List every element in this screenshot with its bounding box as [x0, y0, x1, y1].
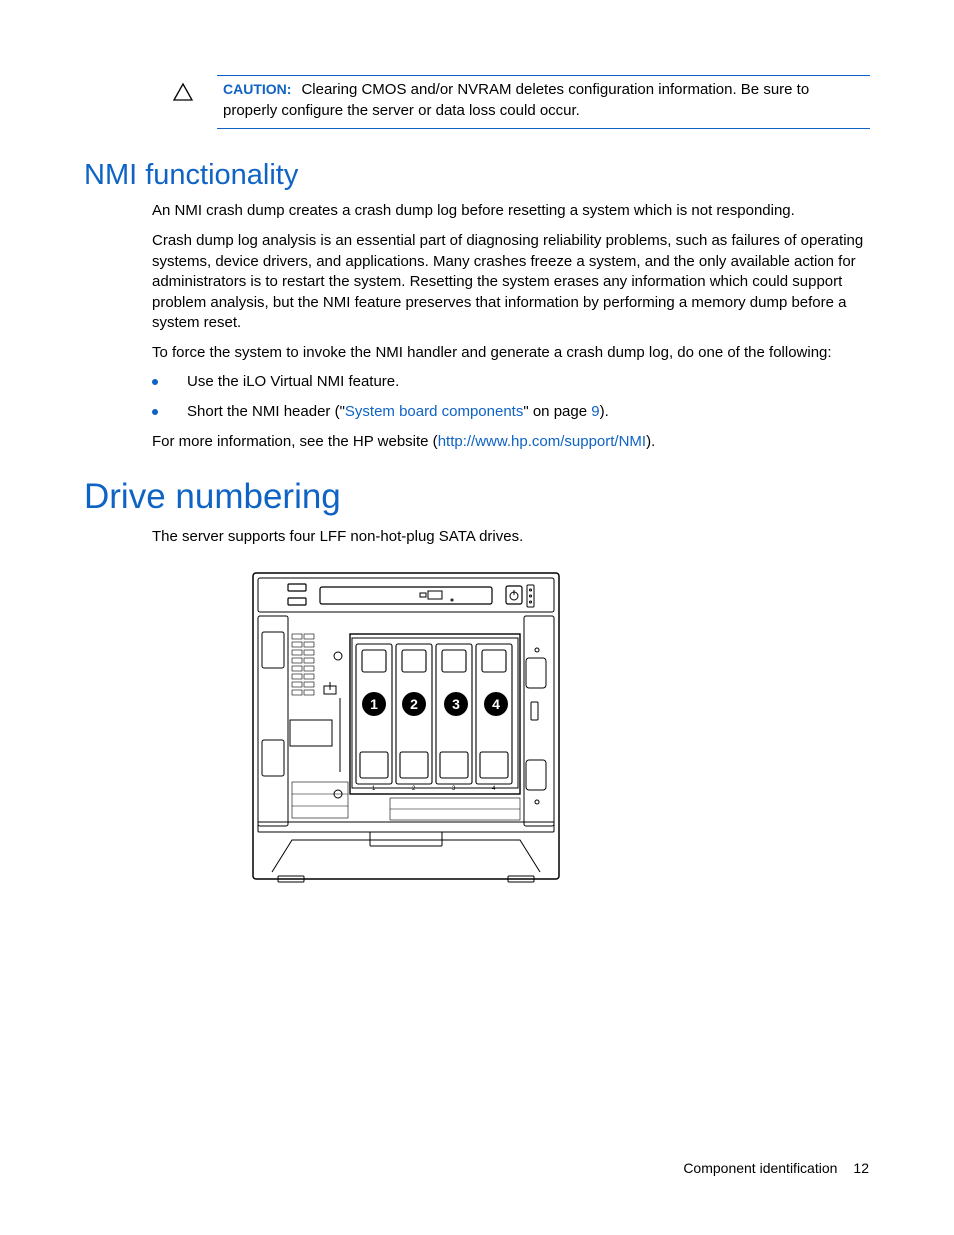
bullet-text-prefix: Short the NMI header (" — [187, 403, 345, 420]
nmi-heading: NMI functionality — [84, 159, 299, 191]
more-info-prefix: For more information, see the HP website ( — [152, 433, 438, 450]
bullet-text — [187, 402, 609, 422]
drive-badge-1: 1 — [362, 692, 386, 716]
more-info-suffix: ). — [646, 433, 656, 450]
caution-icon — [172, 82, 194, 102]
page-9-link[interactable]: 9 — [591, 403, 600, 420]
drive-numbering-heading: Drive numbering — [84, 477, 341, 516]
page-footer — [683, 1158, 869, 1178]
bullet-text: Use the iLO Virtual NMI feature. — [187, 373, 400, 390]
bullet-text-middle: " on page — [523, 403, 592, 420]
caution-message: Clearing CMOS and/or NVRAM deletes configuration information. Be sure to properly configure the server or data loss could occur. — [223, 81, 810, 119]
server-front-diagram — [252, 572, 562, 884]
nmi-paragraph-1: An NMI crash dump creates a crash dump log before resetting a system which is not responding. — [152, 202, 795, 219]
bullet-dot — [152, 409, 158, 415]
drive-badge-4: 4 — [484, 692, 508, 716]
bullet-dot — [152, 379, 158, 385]
drive-paragraph: The server supports four LFF non-hot-plug SATA drives. — [152, 528, 524, 545]
footer-section: Component identification — [683, 1160, 838, 1176]
bay-label-4: 4 — [492, 786, 496, 792]
footer-page-number: 12 — [853, 1160, 869, 1176]
bay-label-2: 2 — [412, 786, 416, 792]
system-board-components-link[interactable]: System board components — [344, 403, 524, 420]
caution-text — [223, 79, 863, 121]
nmi-paragraph-3: To force the system to invoke the NMI handler and generate a crash dump log, do one of the following: — [152, 344, 832, 361]
more-info-paragraph — [152, 432, 872, 453]
nmi-paragraph-2: Crash dump log analysis is an essential part of diagnosing reliability problems, such as failures of operating systems, device drivers, and applications. Many crashes freeze a system, and the only available action for administrators is to restart the system. Resetting the system erases any information which could support problem analysis, but the NMI feature preserves that information by performing a memory dump before a system reset. — [152, 232, 864, 332]
bay-label-3: 3 — [452, 786, 456, 792]
caution-label: CAUTION: — [223, 81, 292, 97]
hp-nmi-website-link[interactable]: http://www.hp.com/support/NMI — [437, 433, 647, 450]
drive-badge-3: 3 — [444, 692, 468, 716]
bullet-text-suffix: ). — [599, 403, 609, 420]
bay-label-1: 1 — [372, 786, 376, 792]
drive-badge-2: 2 — [402, 692, 426, 716]
